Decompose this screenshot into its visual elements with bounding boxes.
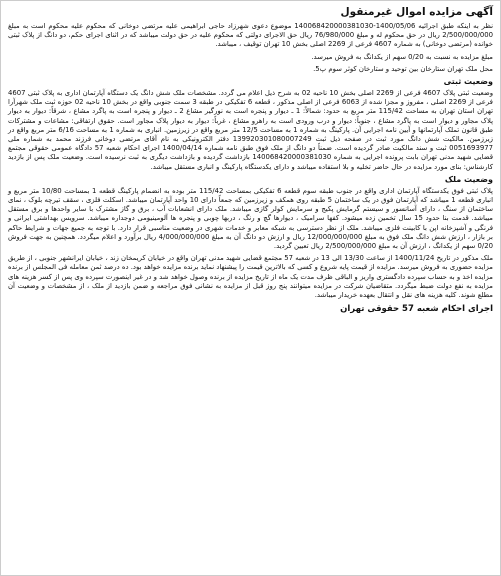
intro-paragraph: نظر به اینکه طبق اجرائیه 1400/05/06-140068420000381030 موضوع دعوی شهرزاد حاجی ابراهیمی علیه مرتضی دوخانی که محکوم علیه محکوم است به مبلغ 2/500/000/000 ریال در حق محکوم له و مبلغ 76/980/000 ریال حق الاجرای دولتی که محکوم علیه در حق دولت میباشد که در اثنای اجرای حکم، دو دانگ از پلاک ثبتی خوانده (مرتضی دوخانی) به شماره 4607 فرعی از 2269 اصلی بخش 10 تهران توقیف ، میباشد.: [8, 22, 493, 49]
auction-share-paragraph: مبلغ مزایده به نسبت به 0/20 سهم از یکدانگ به فروش میرسد.: [311, 52, 493, 61]
auction-terms-paragraph: ملک مذکور در تاریخ 1400/11/24 از ساعت 13/30 الی 13 در شعبه 57 مجتمع قضایی شهید مدنی تهران واقع در خیابان کریمخان زند ، خیابان ایرانشهر جنوبی ، از طریق مزایده حضوری به فروش میرسد. مزایده از قیمت پایه شروع و کسی که بالاترین قیمت را پیشنهاد نماید برنده مزایده خواهد بود. ده درصد ثمن معامله فی المجلس از برنده مزایده اخذ و به حساب سپرده دادگستری واریز و الباقی ظرف مدت یک ماه از تاریخ مزایده از برنده وصول خواهد شد و در غیر اینصورت سپرده وی پس از کسر هزینه های مزایده به نفع دولت ضبط میگردد. متقاضیان شرکت در مزایده میتوانند پنج روز قبل از مزایده به نشانی فوق مراجعه و ضمن بازدید از ملک ، از مشخصات و وضعیت آن مطلع شوند. کلیه هزینه های نقل و انتقال بعهده خریدار میباشد.: [8, 254, 494, 300]
property-description-paragraph: پلاک ثبتی فوق یکدستگاه آپارتمان اداری واقع در جنوب طبقه سوم قطعه 6 تفکیکی بمساحت 115/42 متر بوده به انضمام پارکینگ قطعه 1 بمساحت 10/80 متر مربع و انباری قطعه 1 میباشد که آپارتمان فوق در یک ساختمان 5 طبقه روی همکف و زیرزمین که جمعاً دارای 10 واحد آپارتمان میباشد. اسکلت فلزی ، سقف تیرچه بلوک ، نمای ساختمان از سنگ ، دارای آسانسور و سیستم گرمایش پکیج و سرمایش کولر گازی میباشد. ملک دارای انشعابات آب ، برق و گاز مشترک با سایر واحدها و برق مستقل میباشد. قدمت بنا حدود 15 سال تخمین زده میشود. کفها سرامیک ، دیوارها گچ و رنگ ، دربها چوبی و پنجره ها آلومینیومی دوجداره میباشد. سرویس بهداشتی ایرانی و فرنگی و آشپزخانه اپن با کابینت فلزی میباشد. ملک از نظر دسترسی به شبکه معابر و خدمات شهری در وضعیت مناسبی قرار دارد. با توجه به جمیع جهات و شرایط حاکم بر بازار ، ارزش شش دانگ ملک فوق به مبلغ 12/000/000/000 ریال و ارزش دو دانگ آن به مبلغ 4/000/000/000 ریال برآورد و اعلام میگردد. همچنین به جهت فروش 0/20 سهم از یکدانگ ، ارزش آن به مبلغ 2/500/000/000 ریال تعیین گردید.: [8, 186, 494, 251]
notice-title: آگهی مزایده اموال غیرمنقول: [340, 6, 493, 18]
registration-status-heading: وضعیت ثبتی: [443, 77, 493, 87]
property-description-heading: وضعیت ملک: [444, 174, 493, 184]
location-paragraph: محل ملک تهران ستارخان بین توحید و ستارخان کوثر سوم پ5.: [313, 64, 493, 73]
issuing-office-signature: اجرای احکام شعبه 57 حقوقی تهران: [340, 304, 493, 315]
registration-status-paragraph: وضعیت ثبتی پلاک 4607 فرعی از 2269 اصلی بخش 10 ناحیه 02 به شرح ذیل اعلام می گردد. مشخصات ملک شش دانگ یک دستگاه آپارتمان اداری به پلاک ثبتی 4607 فرعی از 2269 اصلی ، مفروز و مجزا شده از 6063 فرعی از اصلی مذکور ، قطعه 6 تفکیکی در طبقه 3 سمت جنوبی واقع در بخش 10 ناحیه 02 حوزه ثبت ملک شهرآرا تهران استان تهران به مساحت 115/42 متر مربع به حدود: شمالاً: 1 ـ دیوار و پنجره است به نورگیر مشاع 2 ـ دیوار و پنجره است به پاگرد مشاع ، شرقاً: دیوار به دیوار پلاک مجاور و دیوار است به پاگرد مشاع ، جنوباً: دیوار و درب ورودی است به راهرو مشاع ، غرباً: دیوار به دیوار پلاک مجاور است. حقوق ارتفاقی: مشاعات و مشترکات طبق قانون تملک آپارتمانها و آیین نامه اجرایی آن. پارکینگ به شماره 1 به مساحت 12/5 متر مربع واقع در زیرزمین. انباری به شماره 1 به مساحت 6/16 متر مربع واقع در زیرزمین. مالکیت شش دانگ مورد ثبت در صفحه ذیل ثبت 139920301080007249 دفتر الکترونیکی به نام آقای مرتضی دوخانی فرزند محمد به شماره ملی 0051693977 ثبت و سند مالکیت صادر گردیده است. ضمناً دو دانگ از ملک فوق طبق نامه شماره 1400/04/14 اجرای احکام شعبه 57 دادگاه عمومی حقوقی مجتمع قضایی شهید مدنی تهران بابت پرونده اجرایی به شماره 140068420000381030 بازداشت گردیده و بازداشت دیگری به ثبت نرسیده است. وضعیت ملک پس از بازدید کارشناس: بنای مورد مزایده در حال حاضر تخلیه و بلا استفاده میباشد و دارای یکدستگاه پارکینگ و انباری مستقل میباشد.: [8, 89, 494, 171]
